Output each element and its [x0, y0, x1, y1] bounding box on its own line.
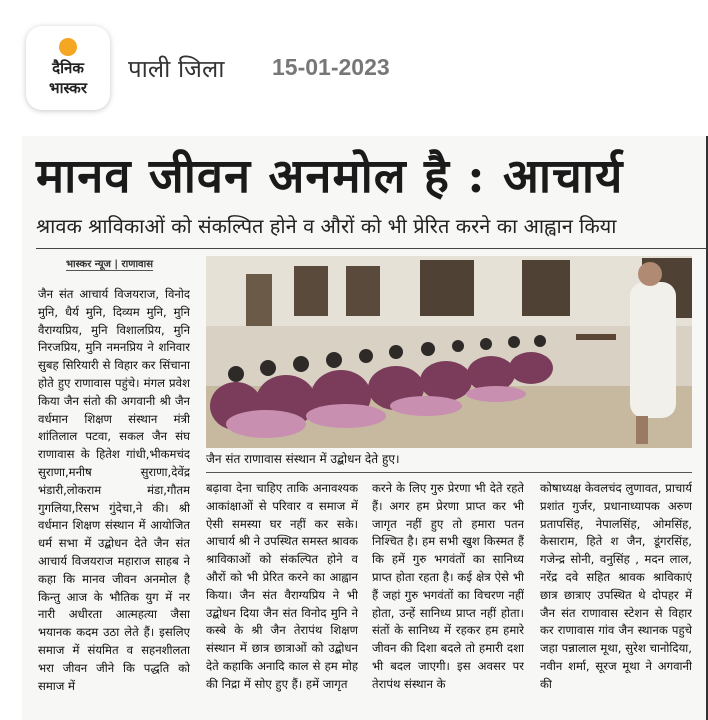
article-column-2 [206, 480, 358, 720]
edition-date: 15-01-2023 [272, 54, 390, 80]
caption-rule [206, 472, 692, 473]
classroom-photo-illustration [206, 256, 692, 448]
article-column-1 [38, 286, 190, 720]
column-text: करने के लिए गुरु प्रेरणा भी देते रहते हैं। अगर हम प्रेरणा प्राप्त कर भी जागृत नहीं हुए तो हमारा पतन निश्चित है। हम सभी खुश किस्मत हैं कि हमें गुरु भगवंतों का सानिध्य प्राप्त होता रहता है। कई क्षेत्र ऐसे भी हैं जहां गुरु भगवंतों का विचरण नहीं होता, उन्हें सानिध्य प्राप्त नहीं होता। संतों के सानिध्य में रहकर हम हमारे जीवन की दिशा बदले तो हमारी दशा भी बदल जाएगी। इस अवसर पर तेरापंथ संस्थान के [372, 481, 524, 691]
column-text: बढ़ावा देना चाहिए ताकि अनावश्यक आकांक्षाओं से परिवार व समाज में ऐसी समस्या घर नहीं कर सके। आचार्य श्री ने उपस्थित समस्त श्रावक श्राविकाओं को संकल्पित होने व औरों को भी प्रेरित करने का आह्वान किया। जैन संत वैराग्यप्रिय ने भी उद्बोधन दिया जैन संत विनोद मुनि ने कस्बे के श्री जैन तेरापंथ शिक्षण संस्थान में छात्र छात्राओं को उद्बोधन देते कहाकि अनादि काल से हम मोह की निद्रा में सोए हुए हैं। हमें जागृत [206, 481, 358, 691]
article-photo [206, 256, 692, 448]
newspaper-clipping [22, 136, 708, 720]
dainik-bhaskar-logo[interactable] [26, 26, 110, 110]
top-bar [0, 0, 708, 130]
article-headline: मानव जीवन अनमोल है : आचार्य [36, 149, 624, 204]
article-byline: भास्कर न्यूज | राणावास [66, 256, 153, 271]
photo-caption: जैन संत राणावास संस्थान में उद्बोधन देते हुए। [206, 452, 400, 466]
sun-icon [59, 38, 77, 56]
logo-line2: भास्कर [49, 79, 87, 97]
article-subheadline: श्रावक श्राविकाओं को संकल्पित होने व औरों को भी प्रेरित करने का आह्वान किया [36, 214, 617, 238]
column-text: जैन संत आचार्य विजयराज, विनोद मुनि, धैर्य मुनि, दिव्यम मुनि, मुनि वैराग्यप्रिय, मुनि विशालप्रिय, मुनि निरजप्रिय, मुनि नमनप्रिय ने शनिवार सुबह सिरियारी से विहार कर सिंचाना होते हुए राणावास पहुंचे। मंगल प्रवेश किया जैन संतो की अगवानी श्री जैन वर्धमान शिक्षण संस्थान मंत्री शांतिलाल पटवा, सकल जैन संघ राणावास के हितेश गांधी,भीकमचंद सुराणा,मनीष सुराणा,देवेंद्र भंडारी,लोकराम मंडा,गौतम गुगलिया,रिसभ गुंदेचा,ने की। श्री वर्धमान शिक्षण संस्थान में आयोजित धर्म सभा में उद्बोधन देते जैन संत आचार्य विजयराज महाराज साहब ने कहा कि मानव जीवन अनमोल है किन्तु आज के भौतिक युग में नर नारी अधीरता आत्महत्या जैसा भयानक कदम उठा लेते हैं। इसलिए समाज में संयमित व सहनशीलता भरा जीवन जीने कि पद्धति को समाज में [38, 287, 190, 693]
logo-line1: दैनिक [52, 59, 84, 77]
district-title[interactable]: पाली जिला [128, 55, 225, 83]
article-column-4 [540, 480, 692, 720]
column-text: कोषाध्यक्ष केवलचंद लुणावत, प्राचार्य प्रशांत गुर्जर, प्रधानाध्यापक अरुण प्रतापसिंह, नेपालसिंह, ओमसिंह, केसाराम, हिते श जैन, डूंगरसिंह, गजेन्द्र सोनी, वनुसिंह , मदन लाल, नरेंद्र दवे सहित श्रावक श्राविकाएं छात्र छात्राए उपस्थित थे दोपहर में जैन संत राणावास स्टेशन से विहार कर राणावास गांव जैन स्थानक पहुचे जहा पन्नालाल मूथा, सुरेश चानोदिया, नवीन शर्मा, सूरज मूथा ने अगवानी की [540, 481, 692, 691]
headline-divider [36, 248, 706, 249]
article-column-3 [372, 480, 524, 720]
